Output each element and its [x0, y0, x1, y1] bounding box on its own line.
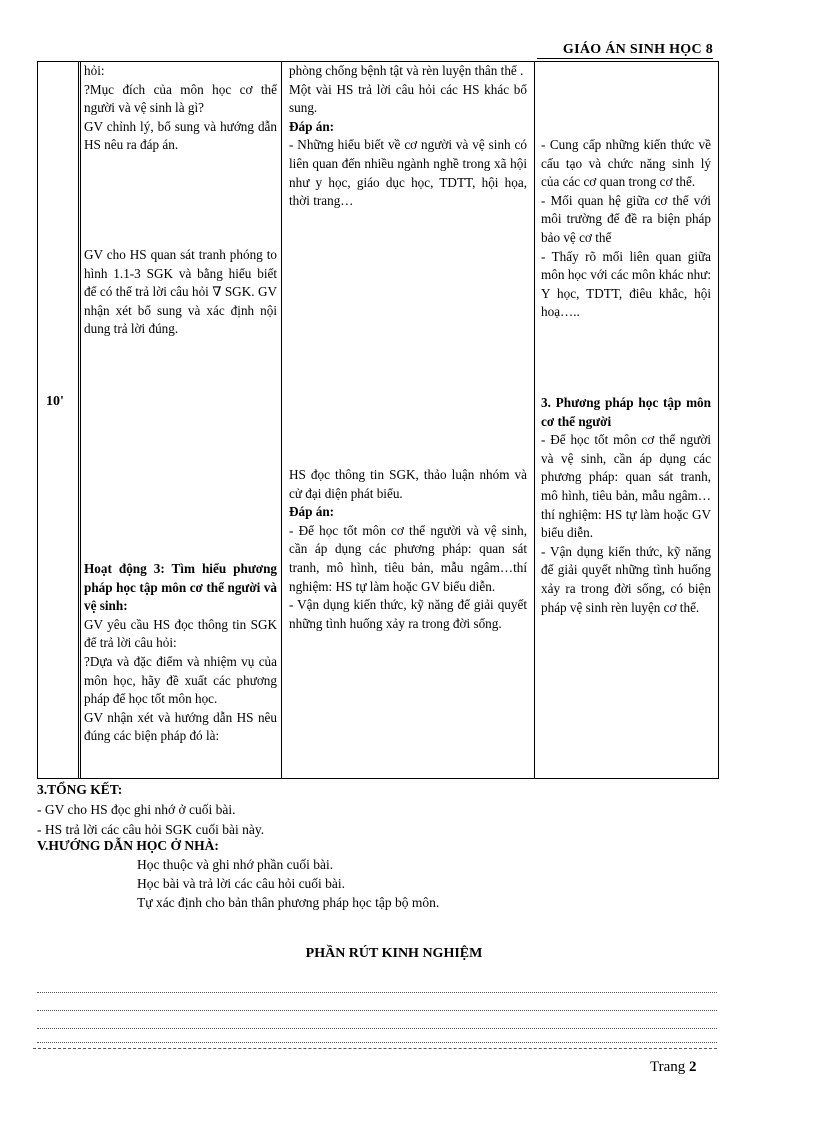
homework-heading: V.HƯỚNG DẪN HỌC Ở NHÀ: — [37, 838, 219, 853]
dotted-line — [37, 992, 717, 993]
section-heading: 3. Phương pháp học tập môn cơ thể người — [541, 395, 711, 429]
experience-title: PHẦN RÚT KINH NGHIỆM — [305, 946, 483, 961]
homework-section — [37, 837, 439, 911]
teacher-activity-cell — [84, 560, 277, 746]
time-cell: 10' — [46, 394, 64, 409]
teacher-activity-cell — [84, 62, 277, 155]
content-text: - Thấy rõ mối liên quan giữa môn học với các môn khác như: Y học, TDTT, điêu khắc, hội hoạ….. — [541, 248, 711, 320]
activity-heading: Hoạt động 3: Tìm hiểu phương pháp học tập môn cơ thể người và vệ sinh: — [84, 561, 277, 614]
page-number — [650, 1059, 697, 1076]
homework-line: Học thuộc và ghi nhớ phần cuối bài. — [137, 857, 334, 872]
column-divider — [534, 62, 535, 778]
student-activity-cell — [289, 466, 527, 633]
content-cell — [541, 136, 711, 322]
teacher-question: ?Mục đích của môn học cơ thể người và vệ sinh là gì? — [84, 81, 277, 116]
student-text: Một vài HS trả lời câu hỏi các HS khác bổ sung. — [289, 81, 527, 116]
column-divider — [78, 62, 81, 778]
homework-line: Tự xác định cho bản thân phương pháp học tập bộ môn. — [137, 895, 440, 910]
teacher-question: ?Dựa và đặc điểm và nhiệm vụ của môn học, hãy đề xuất các phương pháp để học tốt môn học. — [84, 653, 277, 707]
column-divider — [281, 62, 282, 778]
content-text: - Vận dụng kiến thức, kỹ năng để giải quyết những tình huống xảy ra trong đời sống, có biện pháp vệ sinh rèn luyện cơ thể. — [541, 543, 711, 615]
teacher-text: GV chỉnh lý, bổ sung và hướng dẫn HS nêu ra đáp án. — [84, 118, 277, 153]
student-text: - Để học tốt môn cơ thể người và vệ sinh, cần áp dụng các phương pháp: quan sát tranh, mô hình, tiêu bản, mẫu ngâm…thí nghiệm: HS tự làm hoặc GV biểu diễn. — [289, 522, 527, 594]
student-activity-cell — [289, 62, 527, 211]
page-label: Trang — [650, 1059, 686, 1075]
teacher-text: GV nhận xét và hướng dẫn HS nêu đúng các biện pháp đó là: — [84, 709, 277, 744]
answer-label: Đáp án: — [289, 118, 335, 134]
teacher-text: GV cho HS quan sát tranh phóng to hình 1.1-3 SGK và bằng hiểu biết để có thể trả lời câu hỏi ∇ SGK. GV nhận xét bổ sung và xác định nội dung trả lời đúng. — [84, 247, 277, 337]
content-text: - Để học tốt môn cơ thể người và vệ sinh, cần áp dụng các phương pháp: quan sát tranh, mô hình, tiêu bản, mẫu ngâm…thí nghiệm: HS tự làm hoặc GV biểu diễn. — [541, 432, 711, 541]
summary-line: - GV cho HS đọc ghi nhớ ở cuối bài. — [37, 802, 236, 817]
homework-line: Học bài và trả lời các câu hỏi cuối bài. — [137, 876, 346, 891]
student-text: - Vận dụng kiến thức, kỹ năng để giải quyết những tình huống xảy ra trong đời sống. — [289, 597, 527, 631]
document-header: GIÁO ÁN SINH HỌC 8 — [537, 42, 713, 59]
content-cell — [541, 394, 711, 617]
summary-line: - HS trả lời các câu hỏi SGK cuối bài này. — [37, 822, 265, 837]
summary-section — [37, 781, 264, 838]
student-text: HS đọc thông tin SGK, thảo luận nhóm và cử đại diện phát biểu. — [289, 467, 527, 501]
page-number-value: 2 — [689, 1059, 697, 1075]
teacher-activity-cell — [84, 246, 277, 339]
student-text: phòng chống bệnh tật và rèn luyện thân thể . — [289, 63, 524, 78]
dotted-line — [37, 1042, 717, 1043]
content-text: - Cung cấp những kiến thức về cấu tạo và chức năng sinh lý của các cơ quan trong cơ thể. — [541, 137, 711, 190]
dotted-line — [37, 1028, 717, 1029]
summary-heading: 3.TỔNG KẾT: — [37, 782, 123, 797]
student-text: - Những hiểu biết về cơ người và vệ sinh có liên quan đến nhiều ngành nghề trong xã hội như y học, giáo dục học, TDTT, hội họa, thời trang… — [289, 137, 527, 209]
teacher-text: hỏi: — [84, 63, 105, 78]
answer-label: Đáp án: — [289, 504, 335, 520]
dashed-separator — [33, 1048, 717, 1049]
dotted-line — [37, 1010, 717, 1011]
teacher-text: GV yêu cầu HS đọc thông tin SGK để trả lời câu hỏi: — [84, 616, 277, 651]
content-text: - Mối quan hệ giữa cơ thể với môi trường để đề ra biện pháp bảo vệ cơ thể — [541, 192, 711, 245]
lesson-table — [37, 61, 719, 779]
